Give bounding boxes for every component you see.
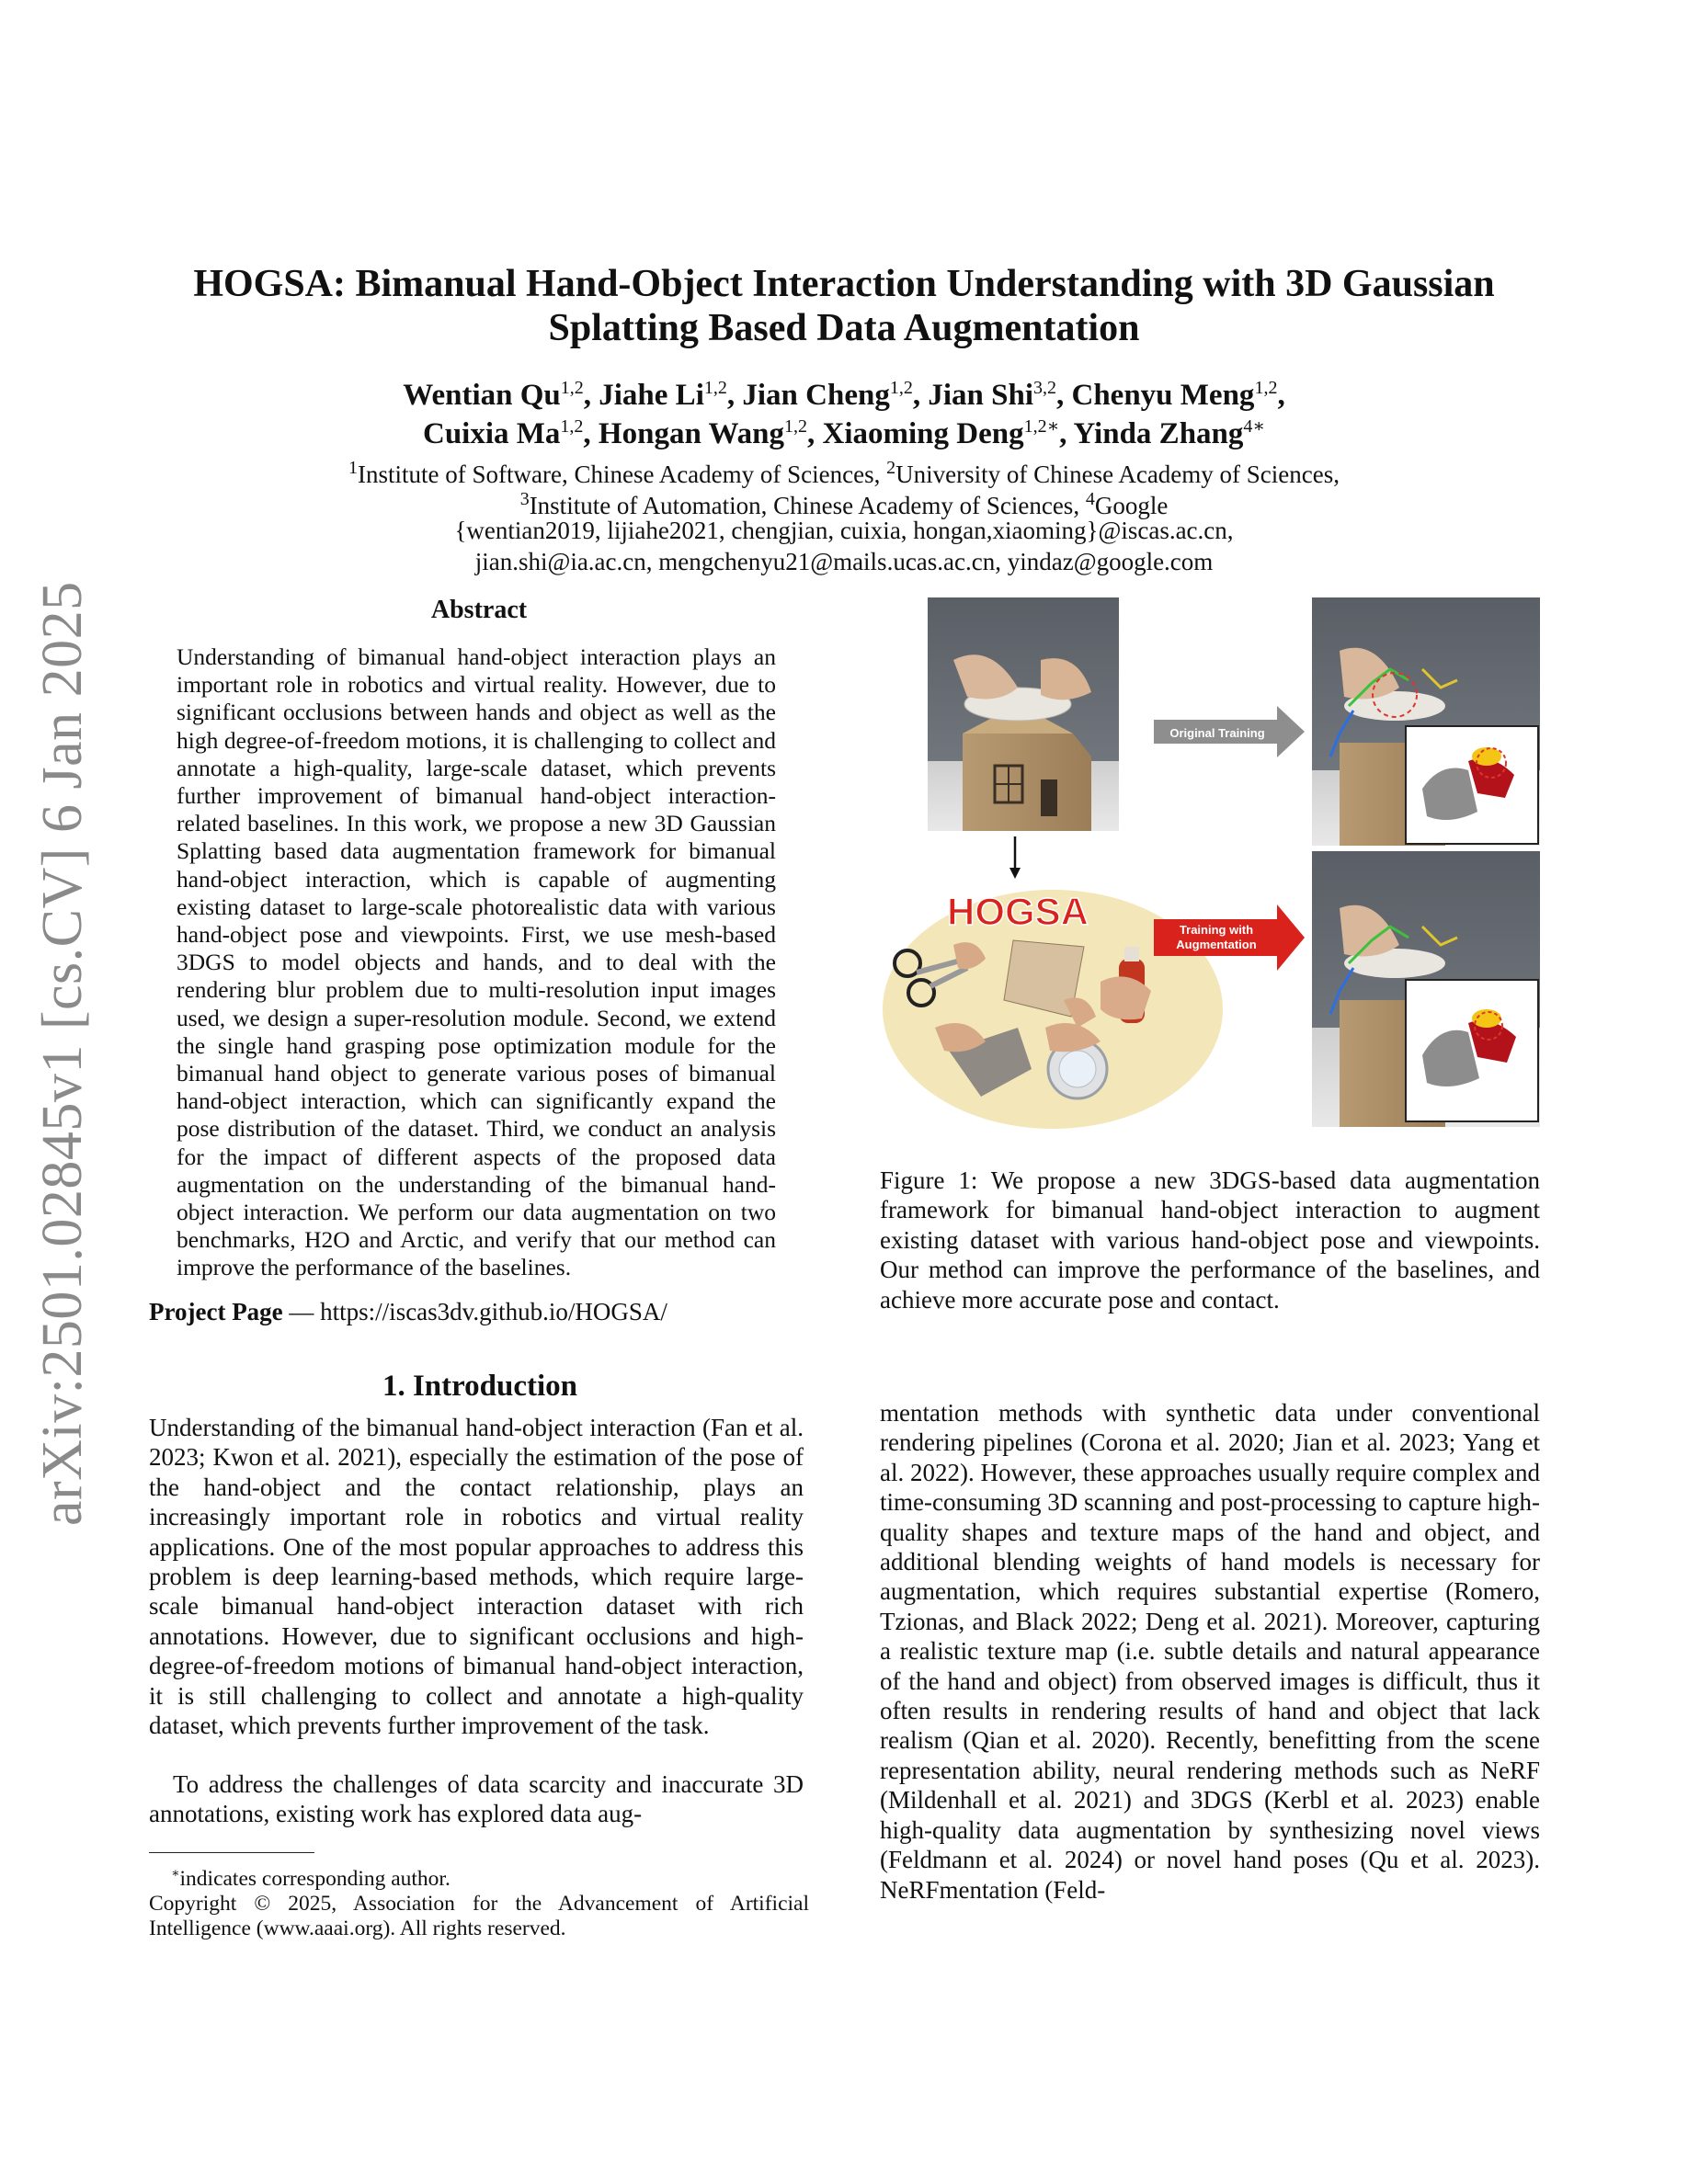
hogsa-logo-text: HOGSA bbox=[946, 890, 1089, 933]
affiliation: Google bbox=[1094, 492, 1169, 519]
project-page-sep: — bbox=[282, 1298, 321, 1325]
author-affil: 4∗ bbox=[1243, 416, 1265, 437]
paper-title bbox=[138, 262, 1550, 350]
footnote bbox=[149, 1861, 809, 1941]
emails-line-2: jian.shi@ia.ac.cn, mengchenyu21@mails.ucas.ac.cn, yindaz@google.com bbox=[474, 548, 1214, 575]
original-training-arrow bbox=[1154, 706, 1305, 757]
affiliation: Institute of Automation, Chinese Academy of Sciences, bbox=[529, 492, 1086, 519]
author-name: Chenyu Meng bbox=[1071, 379, 1255, 412]
author-affil: 1,2 bbox=[560, 378, 584, 398]
author-affil: 1,2 bbox=[1254, 378, 1278, 398]
authors-line-2: Cuixia Ma$^{1,2}$, Hongan Wang$^{1,2}$, Xiaoming Deng$^{1,2∗}$, Yinda Zhang$^{4∗}$ bbox=[423, 416, 1265, 450]
footnote-divider bbox=[149, 1852, 314, 1853]
section-heading-introduction: 1. Introduction bbox=[382, 1370, 578, 1403]
baseline-result-photo bbox=[1312, 597, 1540, 846]
input-photo bbox=[928, 597, 1119, 831]
author-name: Jian Shi bbox=[928, 379, 1033, 412]
author-name: Jian Cheng bbox=[742, 379, 890, 412]
figure-1 bbox=[880, 596, 1542, 1131]
project-page-label: Project Page bbox=[149, 1298, 283, 1325]
affil-mark: 2 bbox=[886, 458, 896, 478]
author-name: Cuixia Ma bbox=[423, 417, 561, 450]
augmented-result-photo bbox=[1312, 851, 1540, 1127]
figure-1-caption: Figure 1: We propose a new 3DGS-based data augmentation framework for bimanual hand-object interaction to augment existing dataset with various hand-object pose and viewpoints. Our method can improve the performance of the baselines, and achieve more accurate pose and contact. bbox=[880, 1166, 1540, 1314]
footnote-text: indicates corresponding author. bbox=[179, 1866, 451, 1891]
title-line-1: HOGSA: Bimanual Hand-Object Interaction Understanding with 3D Gaussian bbox=[193, 263, 1495, 305]
author-name: Wentian Qu bbox=[403, 379, 561, 412]
arxiv-stamp: arXiv:2501.02845v1 [cs.CV] 6 Jan 2025 bbox=[31, 581, 94, 1526]
augmentation-label: Augmentation bbox=[1176, 938, 1257, 951]
copyright-notice: Copyright © 2025, Association for the Advancement of Artificial Intelligence (www.aaai.org). All rights reserved. bbox=[149, 1891, 809, 1940]
author-affil: 1,2 bbox=[783, 416, 807, 437]
footnote-mark: ∗ bbox=[171, 1867, 180, 1881]
intro-paragraph-2: To address the challenges of data scarcity and inaccurate 3D annotations, existing work has explored data aug- bbox=[149, 1770, 804, 1828]
author-name: Xiaoming Deng bbox=[822, 417, 1024, 450]
author-affil: 1,2 bbox=[560, 416, 584, 437]
affil-mark: 4 bbox=[1085, 489, 1095, 509]
abstract-heading: Abstract bbox=[430, 596, 528, 624]
down-arrow-head bbox=[1009, 868, 1021, 879]
affil-mark: 3 bbox=[519, 489, 530, 509]
author-name: Jiahe Li bbox=[599, 379, 704, 412]
intro-paragraph-2-continued: mentation methods with synthetic data under conventional rendering pipelines (Corona et al. 2020; Jian et al. 2023; Yang et al. 2022). However, these approaches usually require complex and time-consuming 3D scanning and post-processing to capture high-quality shapes and texture maps of the hand and object, and additional blending weights of hand models is necessary for augmentation, which requires substantial expertise (Romero, Tzionas, and Black 2022; Deng et al. 2021). Moreover, capturing a realistic texture map (i.e. subtle details and natural appearance of the hand and object) from observed images is difficult, thus it often results in rendering results of hand and object that lack realism (Qian et al. 2020). Recently, benefitting from the scene representation ability, neural rendering methods such as NeRF (Mildenhall et al. 2021) and 3DGS (Kerbl et al. 2023) enable high-quality data augmentation by synthesizing novel views (Feldmann et al. 2024) or novel hand poses (Qu et al. 2023). NeRFmentation (Feld- bbox=[880, 1399, 1540, 1904]
author-affil: 3,2 bbox=[1033, 378, 1056, 398]
training-with-label: Training with bbox=[1179, 923, 1254, 937]
footnote-corresponding bbox=[149, 1861, 809, 1892]
emails-line-1: {wentian2019, lijiahe2021, chengjian, cuixia, hongan,xiaoming}@iscas.ac.cn, bbox=[454, 517, 1234, 544]
title-line-2: Splatting Based Data Augmentation bbox=[548, 307, 1140, 349]
author-affil: 1,2 bbox=[703, 378, 727, 398]
author-name: Hongan Wang bbox=[598, 417, 784, 450]
abstract-body: Understanding of bimanual hand-object interaction plays an important role in robotics and virtual reality. However, due to significant occlusions between hands and object as well as the high degree-of-freedom motions, it is challenging to collect and annotate a high-quality, large-scale dataset, which prevents further improvement of bimanual hand-object interaction-related baselines. In this work, we propose a new 3D Gaussian Splatting based data augmentation framework for bimanual hand-object interaction, which is capable of augmenting existing dataset to large-scale photorealistic data with various hand-object pose and viewpoints. First, we use mesh-based 3DGS to model objects and hands, and to deal with the rendering blur problem due to multi-resolution input images used, we design a super-resolution module. Second, we extend the single hand grasping pose optimization module for the bimanual hand object to generate various poses of bimanual hand-object interaction, which can significantly expand the pose distribution of the dataset. Third, we conduct an analysis for the impact of different aspects of the proposed data augmentation on the understanding of the bimanual hand-object interaction. We perform our data augmentation on two benchmarks, H2O and Arctic, and verify that our method can improve the performance of the baselines. bbox=[177, 643, 776, 1281]
intro-paragraph-1: Understanding of the bimanual hand-object interaction (Fan et al. 2023; Kwon et al. 2021), especially the estimation of the pose of the hand-object and the contact relationship, plays an increasingly important role in robotics and virtual reality applications. One of the most popular approaches to address this problem is deep learning-based methods, which require large-scale bimanual hand-object interaction dataset with rich annotations. However, due to significant occlusions and high-degree-of-freedom motions of bimanual hand-object interaction, it is still challenging to collect and annotate a high-quality dataset, which prevents further improvement of the task. bbox=[149, 1414, 804, 1740]
project-page-link[interactable]: https://iscas3dv.github.io/HOGSA/ bbox=[320, 1298, 667, 1325]
author-affil: 1,2∗ bbox=[1023, 416, 1060, 437]
figure-1-illustration bbox=[880, 596, 1542, 1131]
affiliation: University of Chinese Academy of Sciences, bbox=[895, 461, 1340, 488]
affil-mark: 1 bbox=[348, 458, 358, 478]
project-page-line bbox=[149, 1298, 667, 1326]
affiliation: Institute of Software, Chinese Academy of Sciences, bbox=[358, 461, 887, 488]
author-name: Yinda Zhang bbox=[1073, 417, 1244, 450]
author-affil: 1,2 bbox=[889, 378, 913, 398]
original-training-label: Original Training bbox=[1169, 726, 1265, 740]
authors-line-1: Wentian Qu$^{1,2}$, Jiahe Li$^{1,2}$, Jian Cheng$^{1,2}$, Jian Shi$^{3,2}$, Chenyu Meng$^{1,2}$, bbox=[403, 378, 1285, 412]
